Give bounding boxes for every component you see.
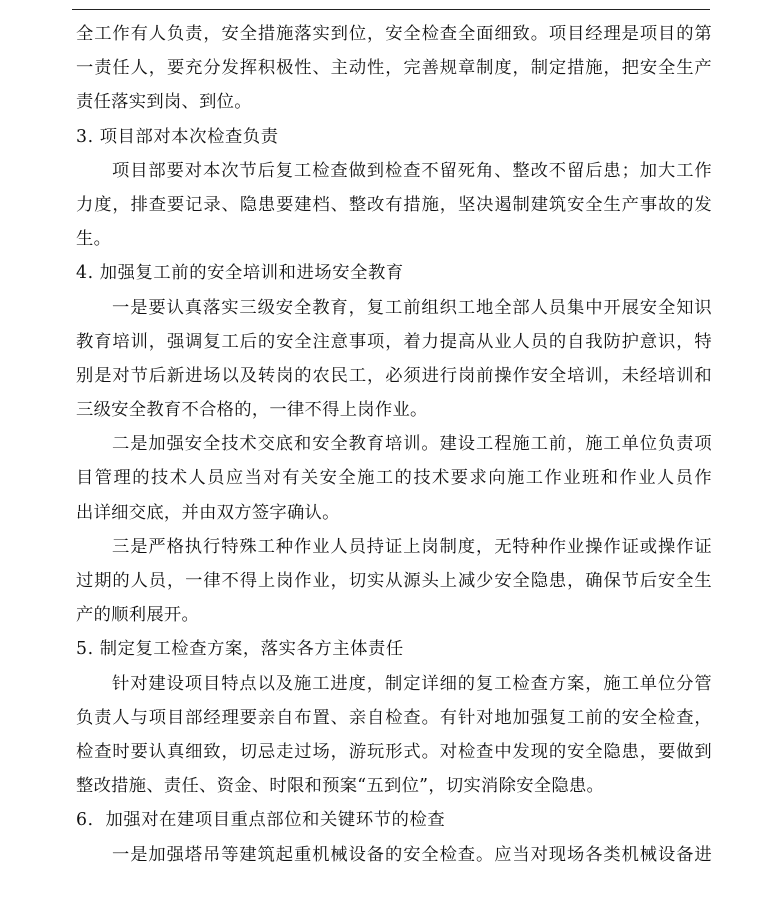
text-line: 过期的人员，一律不得上岗作业，切实从源头上减少安全隐患，确保节后安全生	[76, 571, 712, 591]
text-line: 生。	[76, 229, 112, 250]
text-line: 项目部要对本次节后复工检查做到检查不留死角、整改不留后患；加大工作	[112, 160, 712, 181]
text-line: 全工作有人负责，安全措施落实到位，安全检查全面细致。项目经理是项目的第	[76, 24, 712, 44]
text-line: 检查时要认真细致，切忌走过场，游玩形式。对检查中发现的安全隐患，要做到	[76, 741, 712, 762]
section-heading: 4. 加强复工前的安全培训和进场安全教育	[76, 263, 404, 284]
text-line: 负责人与项目部经理要亲自布置、亲自检查。有针对地加强复工前的安全检查，	[76, 707, 712, 728]
text-line: 教育培训，强调复工后的安全注意事项，着力提高从业人员的自我防护意识，特	[76, 331, 712, 352]
section-heading: 6．加强对在建项目重点部位和关键环节的检查	[76, 810, 446, 831]
text-line: 产的顺利展开。	[76, 605, 200, 626]
text-line: 三是严格执行特殊工种作业人员持证上岗制度，无特种作业操作证或操作证	[112, 536, 712, 557]
text-line: 三级安全教育不合格的，一律不得上岗作业。	[76, 400, 428, 421]
text-line: 整改措施、责任、资金、时限和预案“五到位”，切实消除安全隐患。	[76, 776, 605, 797]
text-line: 出详细交底，并由双方签字确认。	[76, 502, 340, 523]
text-line: 力度，排查要记录、隐患要建档、整改有措施，坚决遏制建筑安全生产事故的发	[76, 194, 712, 215]
text-line: 一是要认真落实三级安全教育，复工前组织工地全部人员集中开展安全知识	[112, 297, 712, 318]
document-body	[76, 17, 712, 872]
text-line: 一责任人，要充分发挥积极性、主动性，完善规章制度，制定措施，把安全生产	[76, 58, 712, 79]
section-heading: 5. 制定复工检查方案，落实各方主体责任	[76, 639, 404, 660]
text-line: 目管理的技术人员应当对有关安全施工的技术要求向施工作业班和作业人员作	[76, 468, 712, 489]
section-heading: 3. 项目部对本次检查负责	[76, 126, 279, 147]
header-rule	[72, 9, 710, 10]
text-line: 责任落实到岗、到位。	[76, 92, 252, 113]
text-line: 别是对节后新进场以及转岗的农民工，必须进行岗前操作安全培训，未经培训和	[76, 365, 712, 386]
text-line: 二是加强安全技术交底和安全教育培训。建设工程施工前，施工单位负责项	[112, 434, 712, 455]
text-line: 一是加强塔吊等建筑起重机械设备的安全检查。应当对现场各类机械设备进	[112, 844, 712, 865]
text-line: 针对建设项目特点以及施工进度，制定详细的复工检查方案，施工单位分管	[112, 673, 712, 694]
